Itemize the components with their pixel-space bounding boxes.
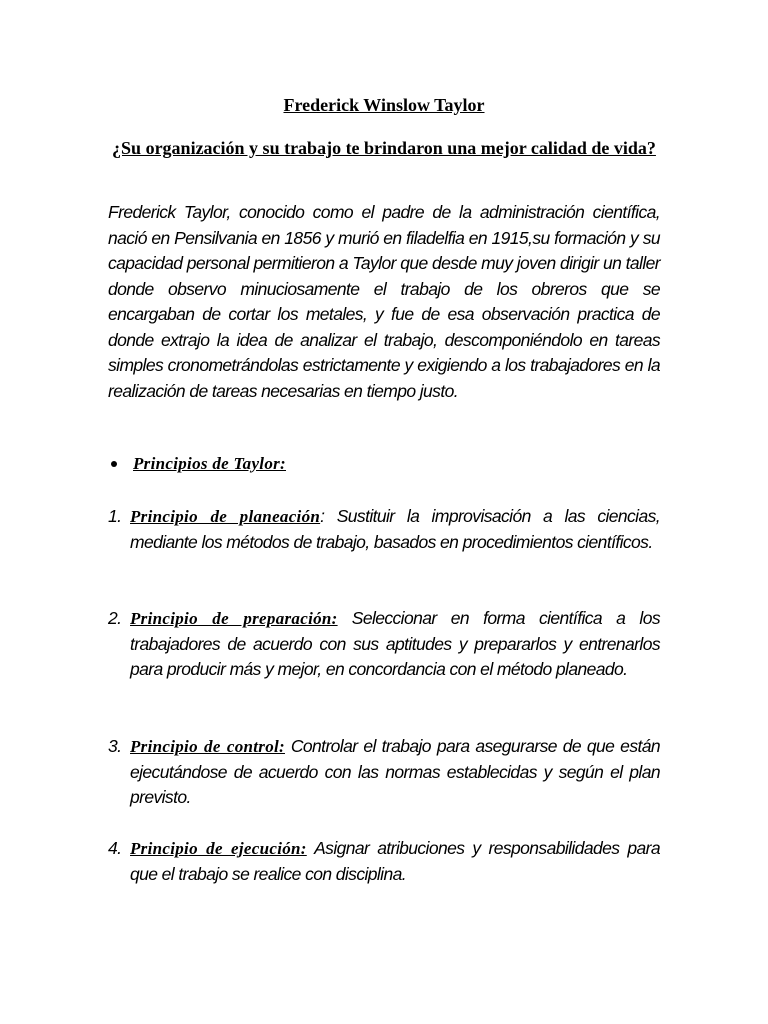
principle-item xyxy=(108,504,660,555)
principle-item xyxy=(108,836,660,887)
principle-separator: : xyxy=(320,506,325,526)
principle-description: Sustituir la improvisación a las ciencias, mediante los métodos de trabajo, basados en procedimientos científicos. xyxy=(130,506,661,552)
principles-heading-text: Principios de Taylor: xyxy=(133,454,286,473)
principles-heading xyxy=(108,452,660,476)
principle-text xyxy=(130,504,660,555)
principle-description: Controlar el trabajo para asegurarse de que están ejecutándose de acuerdo con las normas establecidas y según el plan previsto. xyxy=(130,736,660,807)
principle-item xyxy=(108,606,660,683)
principle-description: Seleccionar en forma científica a los trabajadores de acuerdo con sus aptitudes y prepararlos y entrenarlos para producir más y mejor, en concordancia con el método planeado. xyxy=(130,608,660,679)
principle-label: Principio de control: xyxy=(130,737,285,756)
principle-number: 3. xyxy=(108,736,122,756)
principle-description: Asignar atribuciones y responsabilidades para que el trabajo se realice con disciplina. xyxy=(130,838,660,884)
document-title: Frederick Winslow Taylor xyxy=(283,95,485,115)
principle-number: 4. xyxy=(108,838,122,858)
intro-paragraph: Frederick Taylor, conocido como el padre de la administración científica, nació en Pensilvania en 1856 y murió en filadelfia en 1915,su formación y su capacidad personal permitieron a Taylor que desde muy joven dirigir un taller donde observo minuciosamente el trabajo de los obreros que se encargaban de cortar los metales, y fue de esa observación practica de donde extrajo la idea de analizar el trabajo, descomponiéndolo en tareas simples cronometrándolas estrictamente y exigiendo a los trabajadores en la realización de tareas necesarias en tiempo justo. xyxy=(108,202,660,401)
principle-number: 2. xyxy=(108,608,122,628)
bullet-icon xyxy=(111,461,117,467)
principle-text xyxy=(130,606,660,683)
principle-item xyxy=(108,734,660,811)
principle-text xyxy=(130,836,660,887)
principle-label: Principio de preparación: xyxy=(130,609,338,628)
principle-text xyxy=(130,734,660,811)
document-question: ¿Su organización y su trabajo te brindaron una mejor calidad de vida? xyxy=(112,138,656,158)
principle-label: Principio de planeación xyxy=(130,507,321,526)
principle-number: 1. xyxy=(108,506,122,526)
principle-label: Principio de ejecución: xyxy=(130,839,307,858)
